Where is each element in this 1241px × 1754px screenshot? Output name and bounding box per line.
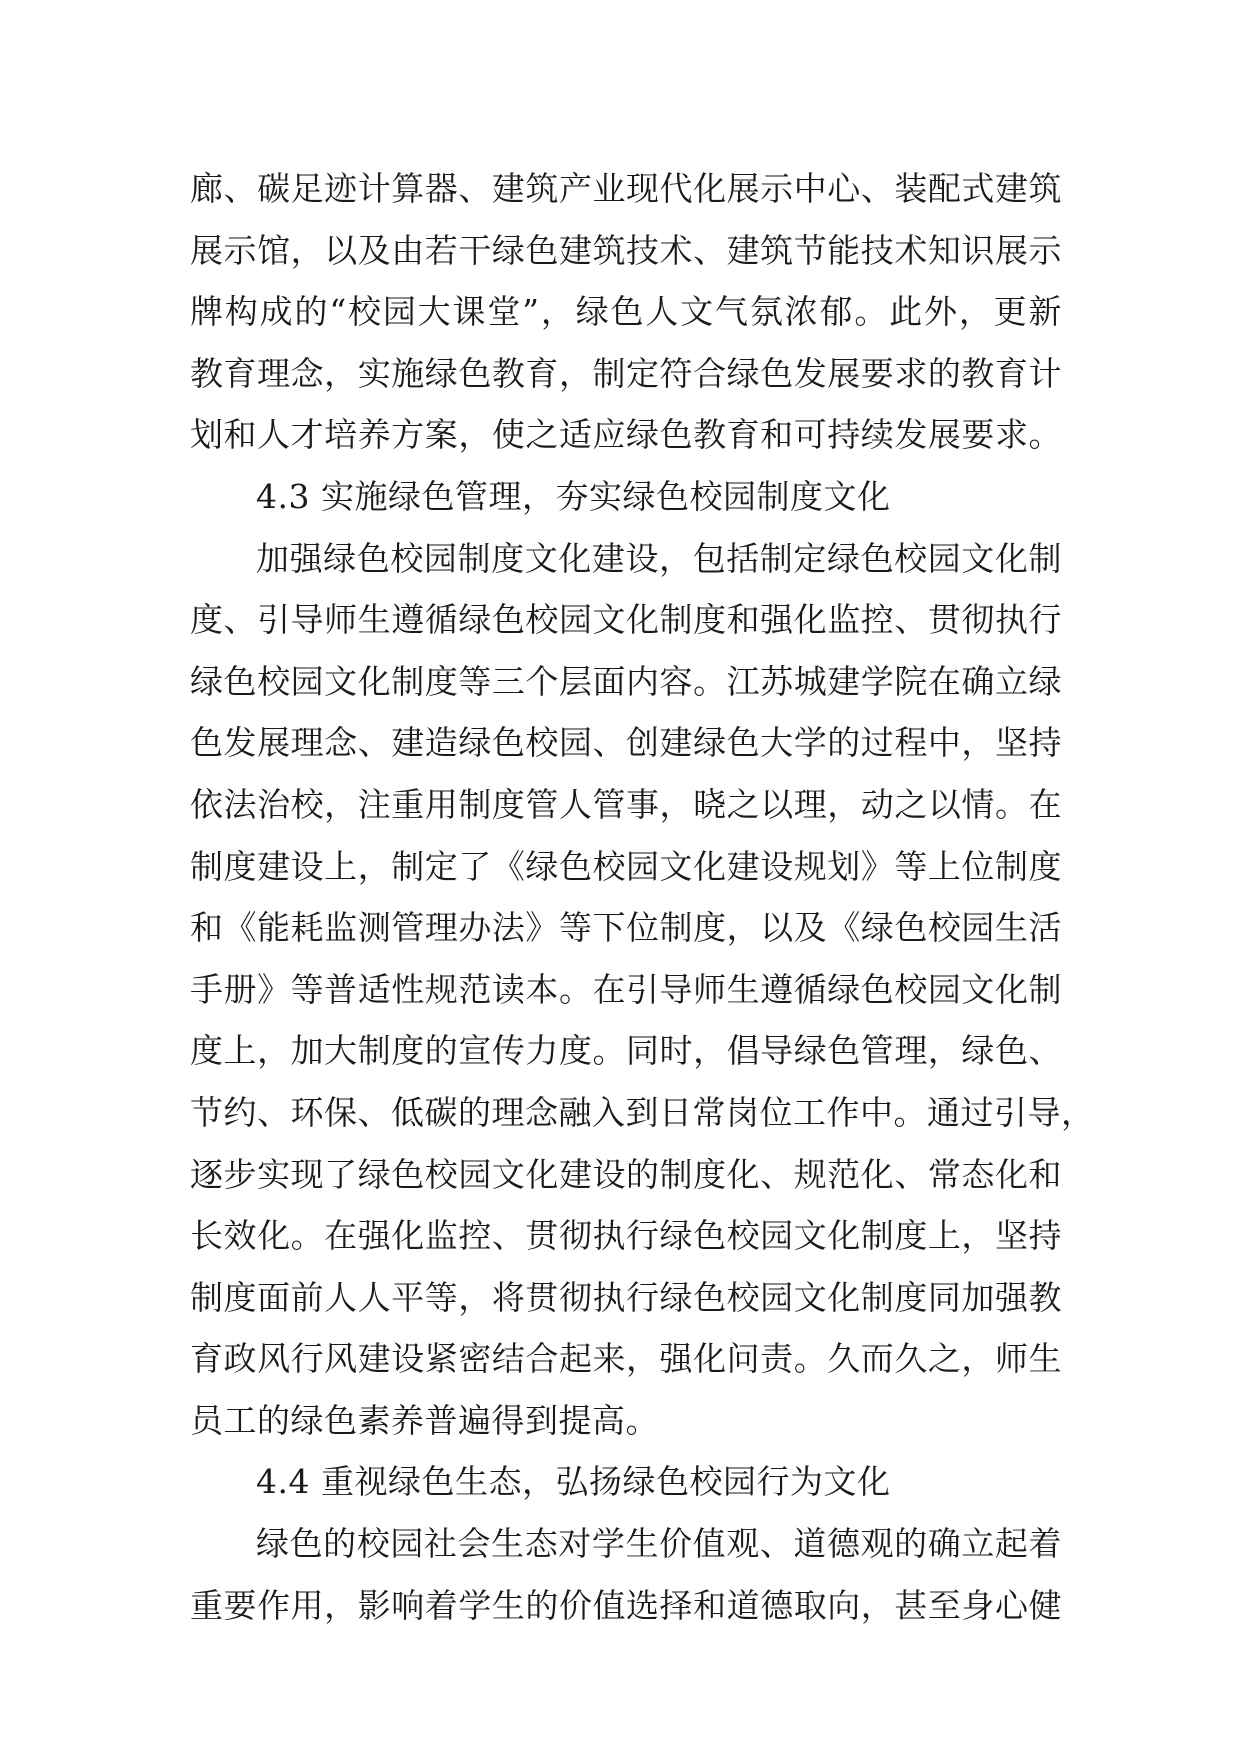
paragraph-line: 重要作用，影响着学生的价值选择和道德取向，甚至身心健 [190, 1585, 1062, 1625]
paragraph-line: 展示馆，以及由若干绿色建筑技术、建筑节能技术知识展示 [190, 230, 1062, 270]
paragraph-line: 教育理念，实施绿色教育，制定符合绿色发展要求的教育计 [190, 353, 1062, 393]
paragraph-line: 绿色校园文化制度等三个层面内容。江苏城建学院在确立绿 [190, 661, 1062, 701]
paragraph-line: 依法治校，注重用制度管人管事，晓之以理，动之以情。在 [190, 784, 1062, 824]
paragraph-line: 制度建设上，制定了《绿色校园文化建设规划》等上位制度 [190, 846, 1062, 886]
paragraph-line: 度、引导师生遵循绿色校园文化制度和强化监控、贯彻执行 [190, 600, 1062, 640]
paragraph-line: 手册》等普适性规范读本。在引导师生遵循绿色校园文化制 [190, 969, 1062, 1009]
paragraph-line: 牌构成的“校园大课堂”，绿色人文气氛浓郁。此外，更新 [190, 292, 1062, 332]
paragraph-last-line: 员工的绿色素养普遍得到提高。 [190, 1400, 659, 1440]
paragraph-line: 育政风行风建设紧密结合起来，强化问责。久而久之，师生 [190, 1339, 1062, 1379]
paragraph-line: 节约、环保、低碳的理念融入到日常岗位工作中。通过引导， [190, 1092, 1095, 1132]
paragraph-first-line: 加强绿色校园制度文化建设，包括制定绿色校园文化制 [256, 538, 1062, 578]
paragraph-line: 和《能耗监测管理办法》等下位制度，以及《绿色校园生活 [190, 908, 1062, 948]
paragraph-first-line: 绿色的校园社会生态对学生价值观、道德观的确立起着 [256, 1524, 1062, 1564]
paragraph-line: 度上，加大制度的宣传力度。同时，倡导绿色管理，绿色、 [190, 1031, 1062, 1071]
paragraph-line: 制度面前人人平等，将贯彻执行绿色校园文化制度同加强教 [190, 1277, 1062, 1317]
paragraph-line: 逐步实现了绿色校园文化建设的制度化、规范化、常态化和 [190, 1154, 1062, 1194]
paragraph-line: 色发展理念、建造绿色校园、创建绿色大学的过程中，坚持 [190, 723, 1062, 763]
section-heading-4-3: 4.3 实施绿色管理，夯实绿色校园制度文化 [256, 476, 891, 516]
section-heading-4-4: 4.4 重视绿色生态，弘扬绿色校园行为文化 [256, 1462, 891, 1502]
paragraph-line: 划和人才培养方案，使之适应绿色教育和可持续发展要求。 [190, 415, 1062, 455]
document-body [190, 158, 1095, 1636]
paragraph-line: 廊、碳足迹计算器、建筑产业现代化展示中心、装配式建筑 [190, 169, 1062, 208]
paragraph-line: 长效化。在强化监控、贯彻执行绿色校园文化制度上，坚持 [190, 1216, 1062, 1256]
